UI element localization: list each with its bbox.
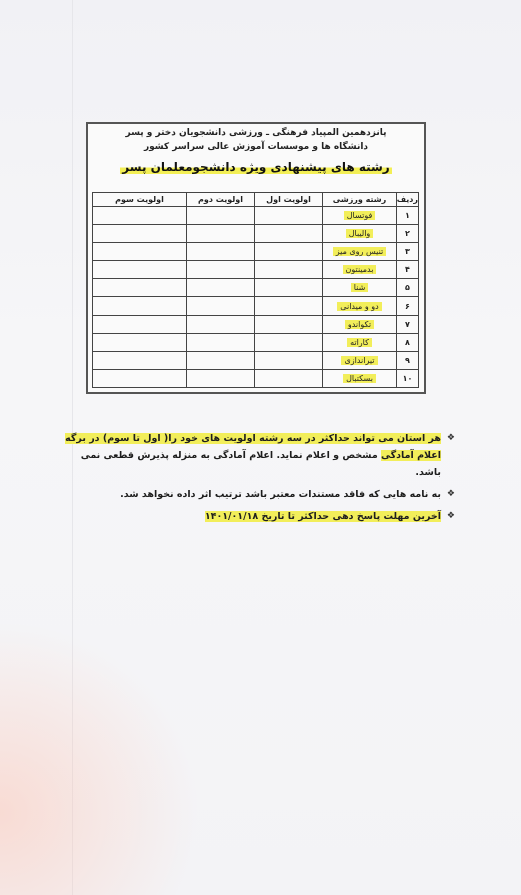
- note-item: [60, 430, 455, 481]
- table-row: [93, 369, 419, 387]
- sport-name: تنیس روی میز: [333, 247, 386, 256]
- row-number: ۲: [397, 225, 419, 243]
- notes-section: [60, 430, 455, 530]
- sport-cell: [323, 333, 397, 351]
- priority-2-cell: [187, 261, 255, 279]
- priority-1-cell: [255, 279, 323, 297]
- table-row: [93, 225, 419, 243]
- diamond-bullet-icon: ❖: [446, 511, 455, 521]
- col-header-priority-2: اولویت دوم: [187, 193, 255, 207]
- document-title-text: رشته های پیشنهادی ویژه دانشجومعلمان پسر: [122, 160, 390, 174]
- note-text: آخرین مهلت پاسخ دهی حداکثر تا تاریخ ۱۴۰۱/۰۱/۱۸: [204, 511, 441, 522]
- note-item: [60, 486, 455, 503]
- priority-1-cell: [255, 261, 323, 279]
- row-number: ۳: [397, 243, 419, 261]
- header-line-2: دانشگاه ها و موسسات آموزش عالی سراسر کشور: [143, 142, 369, 152]
- row-number: ۷: [397, 315, 419, 333]
- sport-name: بدمینتون: [343, 265, 377, 274]
- sport-name: فوتسال: [344, 211, 376, 220]
- col-header-row-number: ردیف: [397, 193, 419, 207]
- priority-2-cell: [187, 279, 255, 297]
- table-row: [93, 207, 419, 225]
- table-row: [93, 243, 419, 261]
- sport-name: کاراته: [347, 338, 372, 347]
- priority-2-cell: [187, 243, 255, 261]
- sport-cell: [323, 297, 397, 315]
- priority-2-cell: [187, 207, 255, 225]
- priority-2-cell: [187, 351, 255, 369]
- priority-1-cell: [255, 225, 323, 243]
- priority-3-cell: [93, 315, 187, 333]
- table-row: [93, 261, 419, 279]
- priority-3-cell: [93, 243, 187, 261]
- sport-cell: [323, 207, 397, 225]
- priority-3-cell: [93, 207, 187, 225]
- row-number: ۴: [397, 261, 419, 279]
- priority-1-cell: [255, 333, 323, 351]
- note-text: به نامه هایی که فاقد مستندات معتبر باشد ترتیب اثر داده نخواهد شد.: [120, 489, 441, 500]
- priority-1-cell: [255, 315, 323, 333]
- priority-3-cell: [93, 297, 187, 315]
- table-header-row: [93, 193, 419, 207]
- note-text: هر استان می تواند حداکثر در سه رشته اولویت های خود را( اول تا سوم) در برگه اعلام آمادگی: [65, 433, 441, 461]
- row-number: ۱۰: [397, 369, 419, 387]
- sport-cell: [323, 261, 397, 279]
- row-number: ۵: [397, 279, 419, 297]
- priority-2-cell: [187, 369, 255, 387]
- sport-name: والیبال: [346, 229, 374, 238]
- priority-1-cell: [255, 369, 323, 387]
- col-header-priority-1: اولویت اول: [255, 193, 323, 207]
- priority-3-cell: [93, 261, 187, 279]
- sport-name: دو و میدانی: [337, 302, 381, 311]
- table-row: [93, 333, 419, 351]
- table-row: [93, 297, 419, 315]
- priority-1-cell: [255, 243, 323, 261]
- sport-cell: [323, 351, 397, 369]
- document-frame: [86, 122, 426, 394]
- sport-cell: [323, 243, 397, 261]
- priority-2-cell: [187, 297, 255, 315]
- header-line-1: پانزدهمین المپیاد فرهنگی ـ ورزشی دانشجویان دختر و پسر: [125, 128, 387, 138]
- sport-cell: [323, 225, 397, 243]
- priority-3-cell: [93, 333, 187, 351]
- table-row: [93, 279, 419, 297]
- col-header-sport: رشته ورزشی: [323, 193, 397, 207]
- table-row: [93, 315, 419, 333]
- priority-3-cell: [93, 225, 187, 243]
- sport-name: بسکتبال: [343, 374, 376, 383]
- sport-cell: [323, 315, 397, 333]
- row-number: ۶: [397, 297, 419, 315]
- diamond-bullet-icon: ❖: [446, 433, 455, 443]
- row-number: ۹: [397, 351, 419, 369]
- sport-cell: [323, 369, 397, 387]
- priority-1-cell: [255, 297, 323, 315]
- document-header: [88, 124, 424, 194]
- diamond-bullet-icon: ❖: [446, 489, 455, 499]
- note-item: [60, 508, 455, 525]
- sport-name: شنا: [351, 283, 369, 292]
- table-row: [93, 351, 419, 369]
- sport-name: تکواندو: [345, 320, 374, 329]
- scan-shadow: [0, 620, 200, 895]
- priority-1-cell: [255, 351, 323, 369]
- note-text-continued: مشخص و اعلام نماید. اعلام آمادگی به منزله پذیرش قطعی نمی باشد.: [80, 450, 441, 478]
- sport-name: تیراندازی: [341, 356, 377, 365]
- priority-3-cell: [93, 279, 187, 297]
- row-number: ۱: [397, 207, 419, 225]
- priority-3-cell: [93, 351, 187, 369]
- document-title: [88, 160, 424, 174]
- priority-2-cell: [187, 333, 255, 351]
- sport-cell: [323, 279, 397, 297]
- priority-2-cell: [187, 315, 255, 333]
- priority-1-cell: [255, 207, 323, 225]
- sports-table: [92, 192, 419, 388]
- col-header-priority-3: اولویت سوم: [93, 193, 187, 207]
- row-number: ۸: [397, 333, 419, 351]
- priority-2-cell: [187, 225, 255, 243]
- priority-3-cell: [93, 369, 187, 387]
